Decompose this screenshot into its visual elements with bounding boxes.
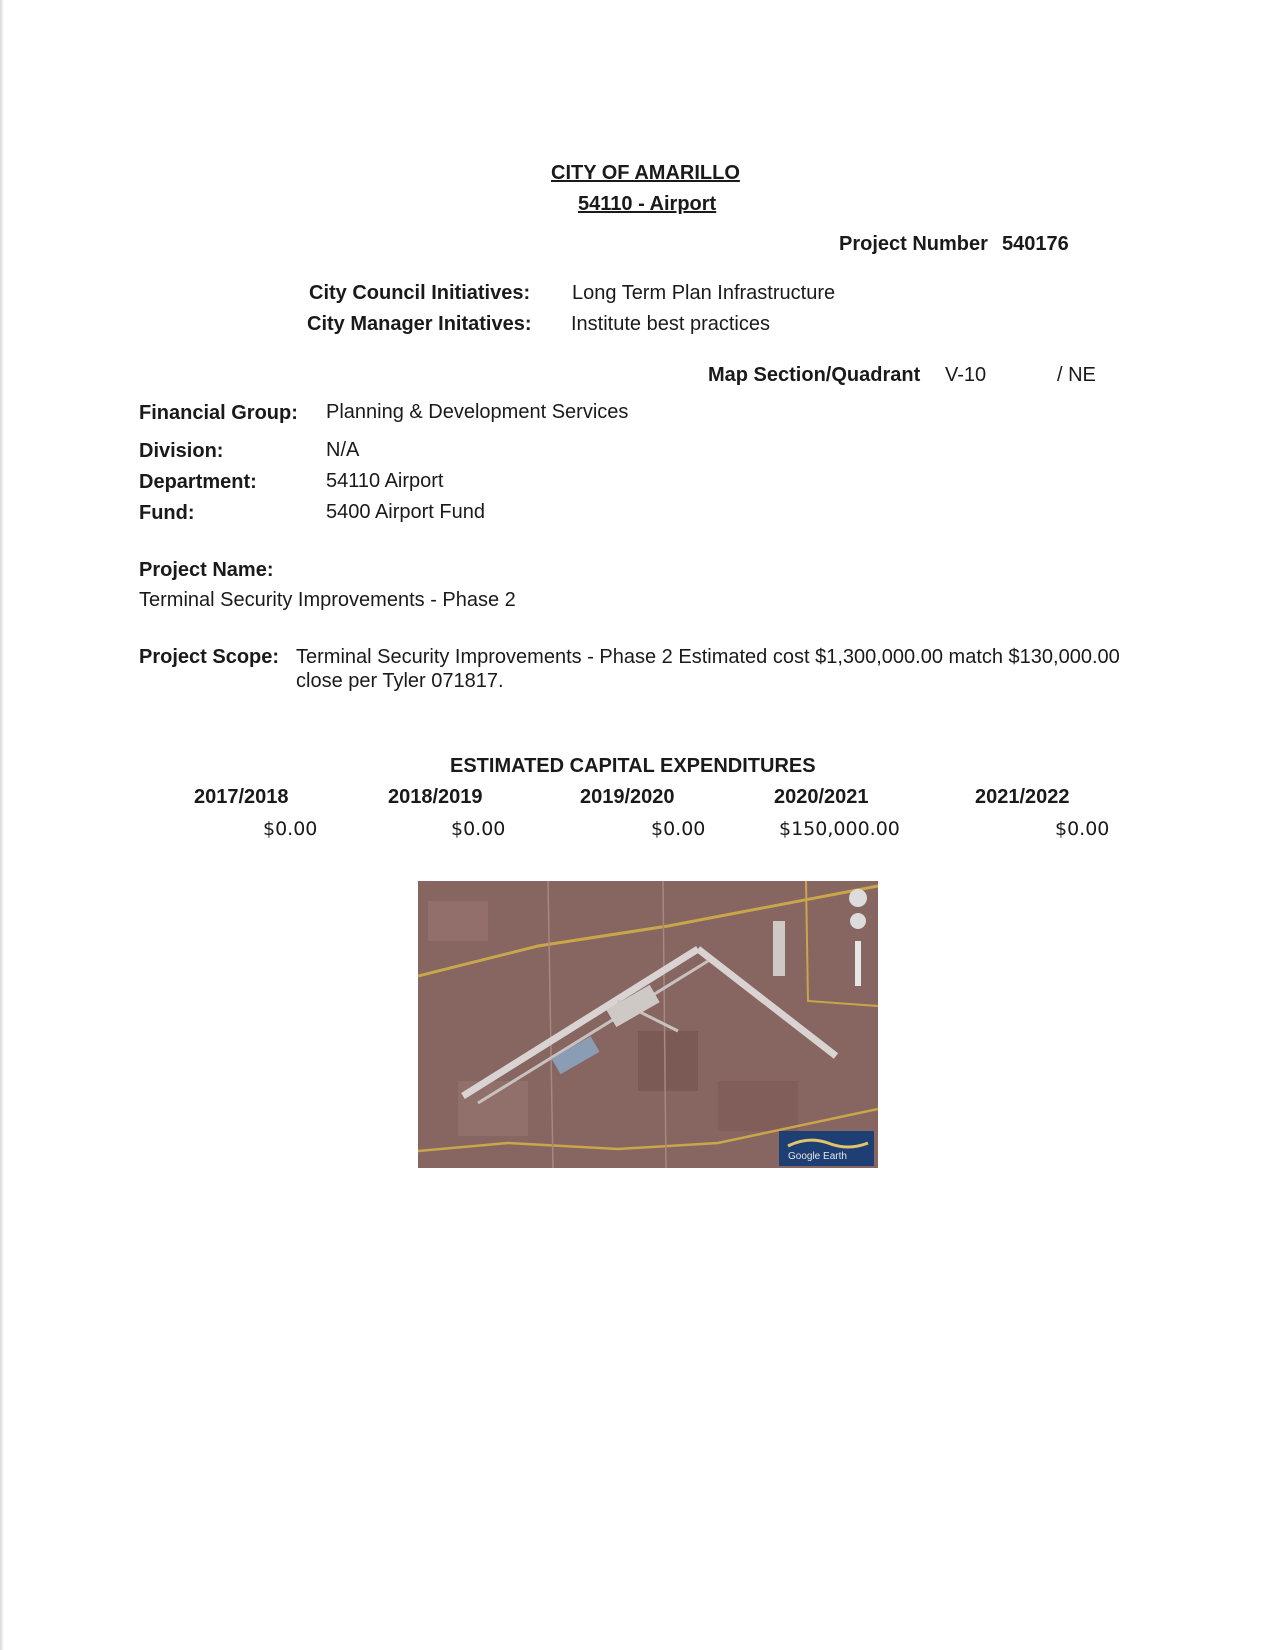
fund-label: Fund: bbox=[139, 502, 195, 524]
amount-value: $0.00 bbox=[263, 818, 318, 840]
project-name-label: Project Name: bbox=[139, 559, 274, 581]
department-value: 54110 Airport bbox=[326, 470, 444, 492]
council-initiatives-value: Long Term Plan Infrastructure bbox=[572, 282, 836, 304]
manager-initiatives-label: City Manager Initatives: bbox=[307, 313, 532, 335]
fund-value: 5400 Airport Fund bbox=[326, 501, 485, 523]
map-section-value: V-10 bbox=[945, 364, 987, 386]
map-quadrant-value: / NE bbox=[1057, 364, 1096, 386]
year-header: 2018/2019 bbox=[388, 786, 483, 808]
council-initiatives-label: City Council Initiatives: bbox=[309, 282, 531, 304]
project-number-label: Project Number bbox=[839, 233, 988, 255]
financial-group-value: Planning & Development Services bbox=[326, 401, 629, 423]
year-header: 2020/2021 bbox=[774, 786, 869, 808]
manager-initiatives-value: Institute best practices bbox=[571, 313, 770, 335]
division-value: N/A bbox=[326, 439, 360, 461]
project-scope-line1: Terminal Security Improvements - Phase 2 Estimated cost $1,300,000.00 match $130,000.00 bbox=[296, 646, 1120, 668]
amount-value: $150,000.00 bbox=[779, 818, 900, 840]
watermark-text: Google Earth bbox=[788, 1151, 847, 1162]
amount-value: $0.00 bbox=[1055, 818, 1110, 840]
project-scope-line2: close per Tyler 071817. bbox=[296, 670, 504, 692]
project-name-value: Terminal Security Improvements - Phase 2 bbox=[139, 589, 516, 611]
map-section-label: Map Section/Quadrant bbox=[708, 364, 921, 386]
city-title: CITY OF AMARILLO bbox=[551, 162, 740, 184]
year-header: 2017/2018 bbox=[194, 786, 289, 808]
amount-value: $0.00 bbox=[651, 818, 706, 840]
division-label: Division: bbox=[139, 440, 224, 462]
expenditures-title: ESTIMATED CAPITAL EXPENDITURES bbox=[450, 755, 816, 777]
financial-group-label: Financial Group: bbox=[139, 402, 298, 424]
amount-value: $0.00 bbox=[451, 818, 506, 840]
year-header: 2021/2022 bbox=[975, 786, 1070, 808]
department-title: 54110 - Airport bbox=[578, 193, 717, 215]
project-scope-label: Project Scope: bbox=[139, 646, 280, 668]
scan-edge bbox=[0, 0, 4, 1650]
aerial-illustration bbox=[418, 881, 878, 1168]
department-label: Department: bbox=[139, 471, 257, 493]
year-header: 2019/2020 bbox=[580, 786, 675, 808]
project-number: 540176 bbox=[1002, 233, 1069, 255]
airport-aerial-image bbox=[418, 881, 878, 1168]
